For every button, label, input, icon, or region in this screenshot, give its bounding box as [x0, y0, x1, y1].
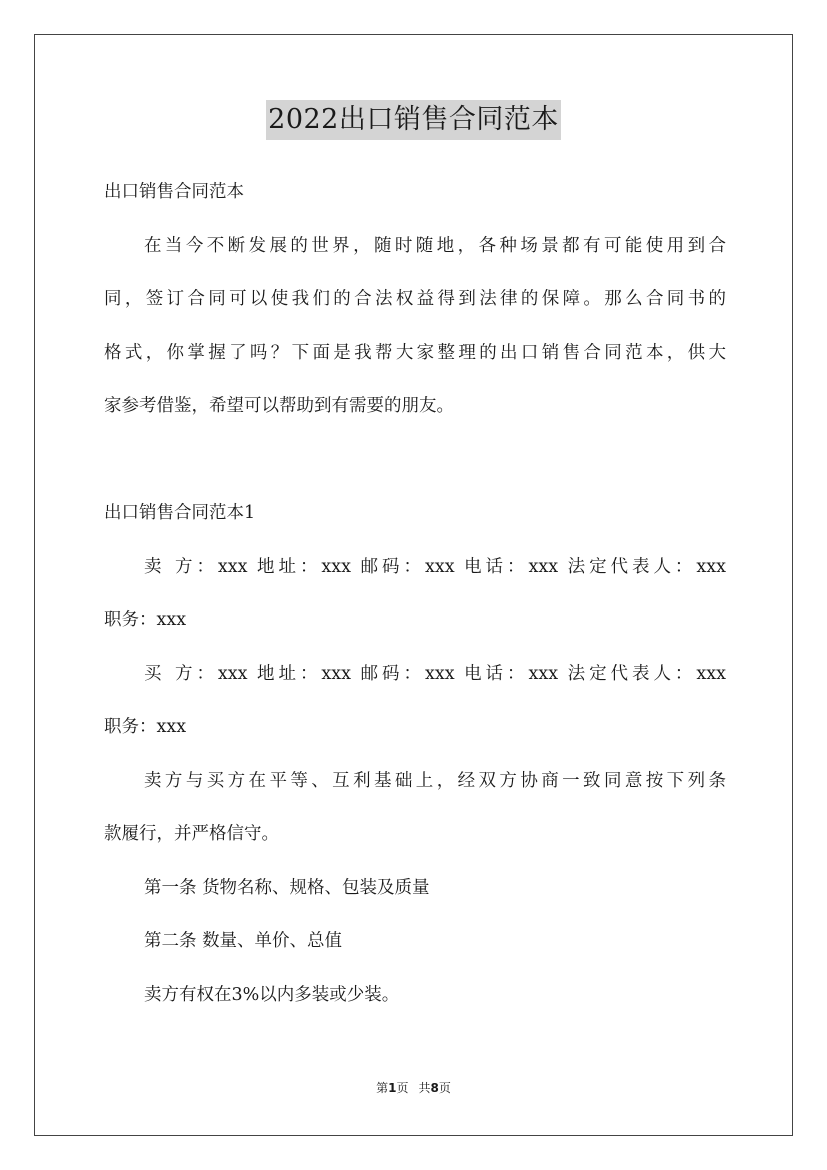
- paragraph-line: 买 方：xxx 地址：xxx 邮码：xxx 电话：xxx 法定代表人：xxx: [144, 663, 726, 684]
- total-pages: 8: [430, 1081, 439, 1095]
- paragraph-line: 款履行，并严格信守。: [104, 824, 279, 844]
- paragraph-line: 职务：xxx: [104, 717, 187, 737]
- paragraph-line: 同，签订合同可以使我们的合法权益得到法律的保障。那么合同书的: [104, 289, 726, 309]
- document-body: [104, 166, 726, 1022]
- paragraph-line: 出口销售合同范本1: [104, 503, 256, 523]
- page-prefix: 第: [376, 1081, 389, 1095]
- paragraph-line: 第二条 数量、单价、总值: [144, 931, 343, 951]
- paragraph-line: 职务：xxx: [104, 610, 187, 630]
- total-suffix: 页: [438, 1081, 451, 1095]
- paragraph-line: 在当今不断发展的世界，随时随地，各种场景都有可能使用到合: [144, 235, 726, 256]
- paragraph-line: 卖方与买方在平等、互利基础上，经双方协商一致同意按下列条: [144, 770, 726, 791]
- blank-line: [104, 434, 726, 488]
- page-number: 1: [388, 1081, 397, 1095]
- paragraph-line: 卖 方：xxx 地址：xxx 邮码：xxx 电话：xxx 法定代表人：xxx: [144, 556, 726, 577]
- page-suffix: 页: [396, 1081, 409, 1095]
- paragraph-line: 格式，你掌握了吗？下面是我帮大家整理的出口销售合同范本，供大: [104, 342, 726, 363]
- paragraph-line: 家参考借鉴，希望可以帮助到有需要的朋友。: [104, 396, 454, 416]
- document-title: 2022出口销售合同范本: [266, 100, 561, 140]
- paragraph-line: 卖方有权在3%以内多装或少装。: [144, 984, 400, 1005]
- total-prefix: 共: [418, 1081, 431, 1095]
- title-container: [0, 100, 827, 140]
- page-footer: [0, 1080, 827, 1096]
- paragraph-line: 第一条 货物名称、规格、包装及质量: [144, 877, 430, 898]
- paragraph-line: 出口销售合同范本: [104, 182, 244, 202]
